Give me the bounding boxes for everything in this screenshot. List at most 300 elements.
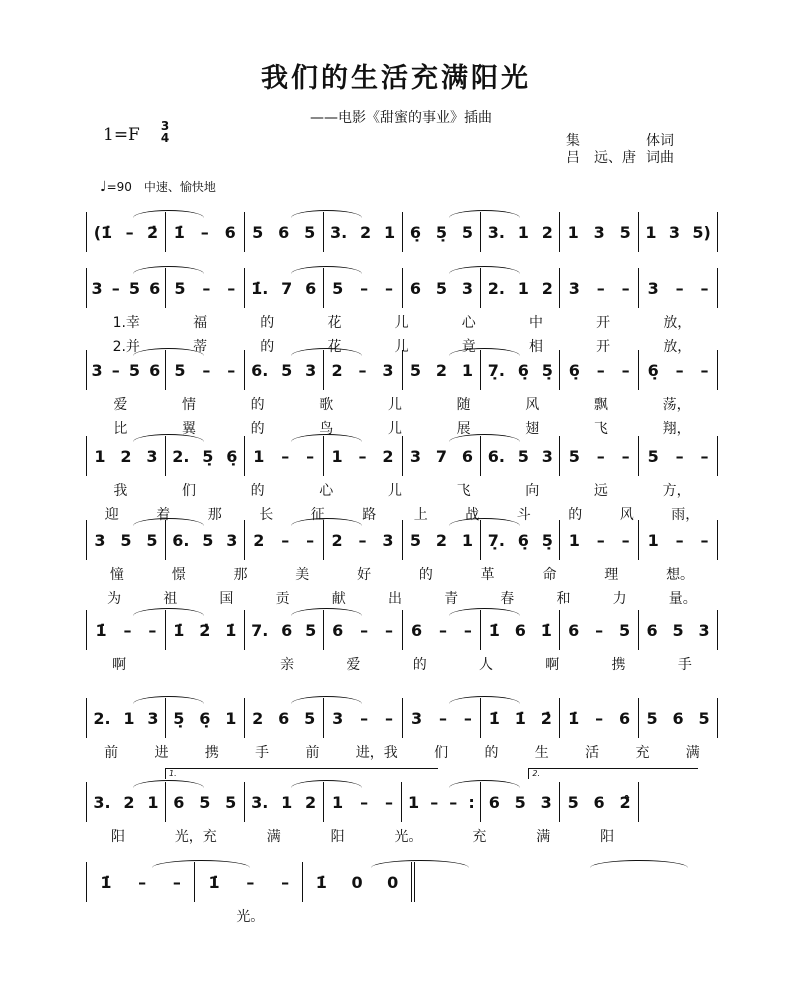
measure <box>166 698 245 738</box>
note: – <box>360 708 369 728</box>
lyric-syllable: 的 <box>250 483 265 499</box>
lyric-syllable: 飘 <box>593 397 608 413</box>
lyric-syllable: 开 <box>596 339 611 355</box>
measure <box>86 698 166 738</box>
lyric-text <box>86 826 639 846</box>
note: 5) <box>692 222 711 242</box>
note: 3 <box>568 278 580 298</box>
note: 7. <box>251 620 269 640</box>
note: 6̣ <box>199 708 211 728</box>
lyric-syllable: 满 <box>536 829 551 845</box>
lyric-syllable: 儿 <box>387 397 402 413</box>
measure <box>403 520 482 560</box>
note: – <box>384 792 393 812</box>
lyric-syllable: 爱 <box>346 657 361 673</box>
lyric-syllable: 量。 <box>668 591 697 607</box>
measure <box>481 436 560 476</box>
lyric-text <box>86 588 718 608</box>
lyric-syllable: 阳 <box>110 829 125 845</box>
lyric-line <box>86 588 718 608</box>
note: 5 <box>435 278 447 298</box>
measure <box>639 350 718 390</box>
note: 2 <box>541 278 553 298</box>
credit-name: 吕 远、唐 <box>566 150 636 166</box>
note: 2̇ <box>540 708 552 728</box>
measure <box>403 350 482 390</box>
note: 2 <box>541 222 553 242</box>
song-subtitle: ——电影《甜蜜的事业》插曲 <box>310 110 492 126</box>
note: 1 <box>331 446 343 466</box>
note: – <box>227 278 236 298</box>
note: 6 <box>281 620 293 640</box>
note: 6 <box>514 620 526 640</box>
note: 5 <box>199 792 211 812</box>
measure <box>403 698 482 738</box>
note: 6. <box>172 530 190 550</box>
measure <box>560 350 639 390</box>
note: 6 <box>593 792 605 812</box>
note: 2 <box>252 708 264 728</box>
measure <box>481 268 560 308</box>
song-title: 我们的生活充满阳光 <box>261 63 531 94</box>
note: – <box>675 278 684 298</box>
lyric-syllable: 儿 <box>387 483 402 499</box>
lyric-syllable: 的 <box>568 507 583 523</box>
note: 7 <box>435 446 447 466</box>
lyric-line <box>86 312 718 332</box>
note: 1 <box>517 222 529 242</box>
note: 1̇ <box>225 620 237 640</box>
lyric-syllable: 着 <box>156 507 171 523</box>
lyric-syllable: 进 <box>154 745 169 761</box>
measure <box>86 436 166 476</box>
note: 1 <box>568 530 580 550</box>
note: – <box>360 278 369 298</box>
credit-music <box>566 150 674 167</box>
lyric-syllable: 贡 <box>275 591 290 607</box>
measure <box>560 698 639 738</box>
measure <box>303 862 414 902</box>
lyric-syllable: 飞 <box>456 483 471 499</box>
measure <box>403 212 482 252</box>
note: 1̇ <box>540 620 552 640</box>
measure-row <box>86 610 718 650</box>
note: – <box>675 530 684 550</box>
note: – <box>111 360 120 380</box>
note: 2 <box>120 446 132 466</box>
lyric-line <box>86 564 718 584</box>
note: 1 <box>225 708 237 728</box>
note: – <box>385 620 394 640</box>
note: 3 <box>91 278 103 298</box>
note: 3. <box>330 222 348 242</box>
lyric-syllable: 竟 <box>461 339 476 355</box>
lyric-text <box>86 742 718 762</box>
note: – <box>463 620 472 640</box>
lyric-syllable: 风 <box>619 507 634 523</box>
tempo-text: =90 中速、愉快地 <box>106 180 216 194</box>
lyric-syllable: 蒂 <box>193 339 208 355</box>
note: 6 <box>646 620 658 640</box>
lyric-syllable: 出 <box>387 591 402 607</box>
note: 1̇ <box>173 620 185 640</box>
lyric-syllable: 随 <box>456 397 471 413</box>
note: 6 <box>409 278 422 298</box>
volta-second-ending: 2. <box>528 768 698 779</box>
lyric-syllable: 手 <box>677 657 692 673</box>
lyric-syllable: 光。 <box>236 909 265 925</box>
measure <box>86 782 166 822</box>
note: – <box>621 360 630 380</box>
note: – <box>385 278 394 298</box>
lyric-syllable: 光，充 <box>174 829 217 845</box>
lyric-syllable: 啊 <box>545 657 560 673</box>
note: 3 <box>647 278 659 298</box>
note: 6 <box>410 620 423 640</box>
lyric-syllable: 斗 <box>516 507 531 523</box>
note: – <box>281 872 290 892</box>
note: 0 <box>387 872 399 892</box>
tempo-marking <box>100 178 216 195</box>
lyric-syllable: 憬 <box>171 567 186 583</box>
note: 1 <box>253 446 265 466</box>
lyric-syllable: 开 <box>596 315 611 331</box>
note: – <box>138 872 147 892</box>
lyric-syllable: 展 <box>456 421 471 437</box>
lyric-syllable: 长 <box>259 507 274 523</box>
note: – <box>358 360 367 380</box>
note: 2 <box>331 360 343 380</box>
lyric-syllable: 风 <box>525 397 540 413</box>
lyric-text <box>86 906 415 926</box>
note: 5 <box>174 360 186 380</box>
lyric-syllable: 力 <box>612 591 627 607</box>
note: 1̇ <box>173 222 185 242</box>
note: – <box>595 620 604 640</box>
lyric-syllable: 荡， <box>662 397 691 413</box>
lyric-syllable: 我 <box>113 483 128 499</box>
note: 6. <box>251 360 269 380</box>
note: 5̣ <box>435 222 447 242</box>
measure <box>560 268 639 308</box>
note: 3 <box>409 446 422 466</box>
lyric-syllable: 前 <box>305 745 320 761</box>
note: – <box>111 278 120 298</box>
note: 6 <box>672 708 684 728</box>
note: 1 <box>645 222 657 242</box>
note: – <box>675 446 684 466</box>
note: – <box>281 530 290 550</box>
quarter-note-icon: ♩ <box>100 179 107 195</box>
note: : <box>468 792 475 812</box>
measure <box>403 436 482 476</box>
measure-row <box>86 782 639 822</box>
note: 5 <box>304 222 316 242</box>
volta-first-ending: 1. <box>165 768 438 779</box>
note: 6̣ <box>517 360 529 380</box>
lyric-syllable: 的 <box>412 657 427 673</box>
note: 1 <box>461 360 473 380</box>
measure <box>324 610 403 650</box>
note: – <box>200 222 209 242</box>
lyric-syllable: 儿 <box>394 315 409 331</box>
note: – <box>430 792 439 812</box>
note: 1̇ <box>315 872 327 892</box>
measure <box>245 610 324 650</box>
note: – <box>358 530 367 550</box>
measure <box>166 350 245 390</box>
measure <box>481 698 560 738</box>
note: – <box>596 530 605 550</box>
measure-row <box>86 436 718 476</box>
note: 2 <box>360 222 372 242</box>
lyric-syllable: 战 <box>465 507 480 523</box>
lyric-syllable: 进，我 <box>355 745 398 761</box>
measure <box>324 782 403 822</box>
note: 1 <box>94 446 106 466</box>
lyric-syllable: 飞 <box>593 421 608 437</box>
note: – <box>675 360 684 380</box>
note: 2 <box>331 530 343 550</box>
lyric-syllable: 祖 <box>163 591 178 607</box>
note: 6̣ <box>226 446 238 466</box>
note: 5 <box>202 530 214 550</box>
note: 5 <box>517 446 529 466</box>
note: 5 <box>281 360 293 380</box>
measure <box>166 436 245 476</box>
lyric-syllable: 的 <box>260 339 275 355</box>
note: 1̇ <box>488 708 500 728</box>
note: – <box>596 278 605 298</box>
measure-row <box>86 520 718 560</box>
note: 3. <box>251 792 269 812</box>
note: 5 <box>146 530 158 550</box>
note: 6 <box>332 620 344 640</box>
note: – <box>125 222 134 242</box>
lyric-syllable: 路 <box>362 507 377 523</box>
lyric-syllable: 中 <box>528 315 543 331</box>
note: – <box>202 278 211 298</box>
lyric-syllable: 征 <box>310 507 325 523</box>
note: 7̣. <box>487 530 505 550</box>
note: 3 <box>410 708 423 728</box>
measure <box>245 268 324 308</box>
note: 2 <box>123 792 135 812</box>
lyric-syllable: 和 <box>556 591 571 607</box>
measure <box>324 698 403 738</box>
note: 1̇ <box>95 620 107 640</box>
lyric-syllable: 心 <box>319 483 334 499</box>
note: 5 <box>128 360 141 380</box>
note: 7 <box>281 278 293 298</box>
note: 5̣ <box>173 708 185 728</box>
time-signature-bottom: 4 <box>160 131 170 145</box>
note: 5̣ <box>541 530 553 550</box>
note: – <box>596 360 605 380</box>
lyric-line <box>86 394 718 414</box>
lyric-syllable: 青 <box>444 591 459 607</box>
note: – <box>700 530 709 550</box>
lyric-syllable: 歌 <box>319 397 334 413</box>
measure-row <box>86 268 718 308</box>
note: – <box>439 708 447 728</box>
note: – <box>281 446 290 466</box>
note: 6 <box>149 278 161 298</box>
lyric-syllable: 阳 <box>600 829 615 845</box>
note: 5 <box>120 530 132 550</box>
lyric-syllable: 鸟 <box>319 421 334 437</box>
lyric-text <box>86 312 718 332</box>
note: – <box>148 620 157 640</box>
note: 6̣ <box>517 530 529 550</box>
note: 3 <box>698 620 710 640</box>
note: 5 <box>619 222 631 242</box>
note: 5 <box>252 222 264 242</box>
note: 5 <box>304 708 316 728</box>
note: – <box>621 278 630 298</box>
note: 3 <box>147 708 159 728</box>
note: 6̣ <box>647 360 659 380</box>
lyric-syllable: 美 <box>295 567 310 583</box>
measure <box>403 610 482 650</box>
note: 3. <box>93 792 111 812</box>
note: 6 <box>568 620 580 640</box>
note: 2. <box>487 278 505 298</box>
lyric-syllable: 迎 <box>104 507 119 523</box>
measure-row <box>86 698 718 738</box>
lyric-syllable: 满 <box>266 829 281 845</box>
lyric-syllable: 雨， <box>671 507 700 523</box>
lyric-text <box>86 564 718 584</box>
lyric-syllable: 比 <box>113 421 128 437</box>
note: – <box>360 792 369 812</box>
note: 2 <box>435 360 447 380</box>
note: 5 <box>409 530 422 550</box>
note: 3 <box>332 708 344 728</box>
note: 7̣. <box>487 360 505 380</box>
lyric-syllable: 革 <box>480 567 495 583</box>
note: – <box>449 792 458 812</box>
measure <box>195 862 303 902</box>
lyric-syllable: 放， <box>663 315 692 331</box>
note: 5 <box>332 278 344 298</box>
lyric-syllable: 理 <box>604 567 619 583</box>
lyric-syllable: 的 <box>250 397 265 413</box>
measure <box>639 436 718 476</box>
lyric-syllable: 相 <box>528 339 543 355</box>
lyric-syllable: 充 <box>472 829 487 845</box>
lyric-line <box>86 654 718 674</box>
measure <box>166 268 245 308</box>
note: 3 <box>382 360 394 380</box>
note: – <box>700 446 709 466</box>
lyric-line <box>86 826 639 846</box>
measure-row <box>86 862 415 902</box>
note: 5 <box>698 708 710 728</box>
lyric-syllable: 春 <box>500 591 515 607</box>
note: – <box>360 620 369 640</box>
note: 3 <box>382 530 394 550</box>
lyric-syllable: 上 <box>413 507 428 523</box>
lyric-syllable: 向 <box>525 483 540 499</box>
note: 1 <box>517 278 529 298</box>
credit-name: 集 <box>566 133 580 149</box>
note: 6 <box>149 360 161 380</box>
note: 5 <box>128 278 141 298</box>
note: 3 <box>541 446 553 466</box>
note: 6 <box>461 446 473 466</box>
note: 5 <box>647 446 659 466</box>
note: 6 <box>278 708 290 728</box>
measure <box>402 782 481 822</box>
measure <box>166 212 245 252</box>
lyric-syllable: 方， <box>662 483 691 499</box>
measure <box>481 782 560 822</box>
measure <box>245 350 324 390</box>
measure <box>86 610 166 650</box>
slur-mark <box>371 860 470 868</box>
note: – <box>463 708 472 728</box>
lyric-syllable: 翅 <box>525 421 540 437</box>
lyric-syllable: 情 <box>181 397 196 413</box>
lyric-syllable: 充 <box>635 745 650 761</box>
lyric-syllable: 儿 <box>387 421 402 437</box>
lyric-syllable: 阳 <box>330 829 345 845</box>
note: 3 <box>668 222 680 242</box>
measure <box>560 610 639 650</box>
lyric-syllable: 翔， <box>662 421 691 437</box>
note: – <box>439 620 447 640</box>
lyric-syllable: 们 <box>181 483 196 499</box>
measure <box>166 610 245 650</box>
lyric-syllable: 花 <box>327 315 342 331</box>
lyric-syllable: 人 <box>478 657 493 673</box>
measure <box>86 268 166 308</box>
note: 3 <box>146 446 158 466</box>
note: – <box>227 360 236 380</box>
measure <box>86 862 195 902</box>
note: 5 <box>225 792 237 812</box>
note: 6 <box>278 222 290 242</box>
note: 3 <box>94 530 106 550</box>
lyric-text <box>86 394 718 414</box>
note: – <box>596 446 605 466</box>
note: – <box>202 360 211 380</box>
note: 5 <box>567 792 579 812</box>
lyric-syllable: 爱 <box>113 397 128 413</box>
credit-lyrics <box>566 133 674 150</box>
note: 3 <box>461 278 473 298</box>
note: 5̣ <box>202 446 214 466</box>
note: 1 <box>147 792 159 812</box>
lyric-syllable: 前 <box>104 745 119 761</box>
note: 2 <box>253 530 265 550</box>
lyric-syllable: 想。 <box>666 567 695 583</box>
key-signature: 1=F <box>103 125 140 145</box>
note: 1 <box>383 222 396 242</box>
note: – <box>621 446 630 466</box>
note: 1 <box>567 222 579 242</box>
measure <box>245 436 324 476</box>
measure <box>481 350 560 390</box>
note: 5 <box>514 792 526 812</box>
measure <box>560 520 639 560</box>
note: 6̣ <box>568 360 580 380</box>
note: 6̣ <box>409 222 422 242</box>
note: 6 <box>305 278 317 298</box>
lyric-syllable: 啊 亲 <box>112 657 295 673</box>
note: 1 <box>461 530 473 550</box>
